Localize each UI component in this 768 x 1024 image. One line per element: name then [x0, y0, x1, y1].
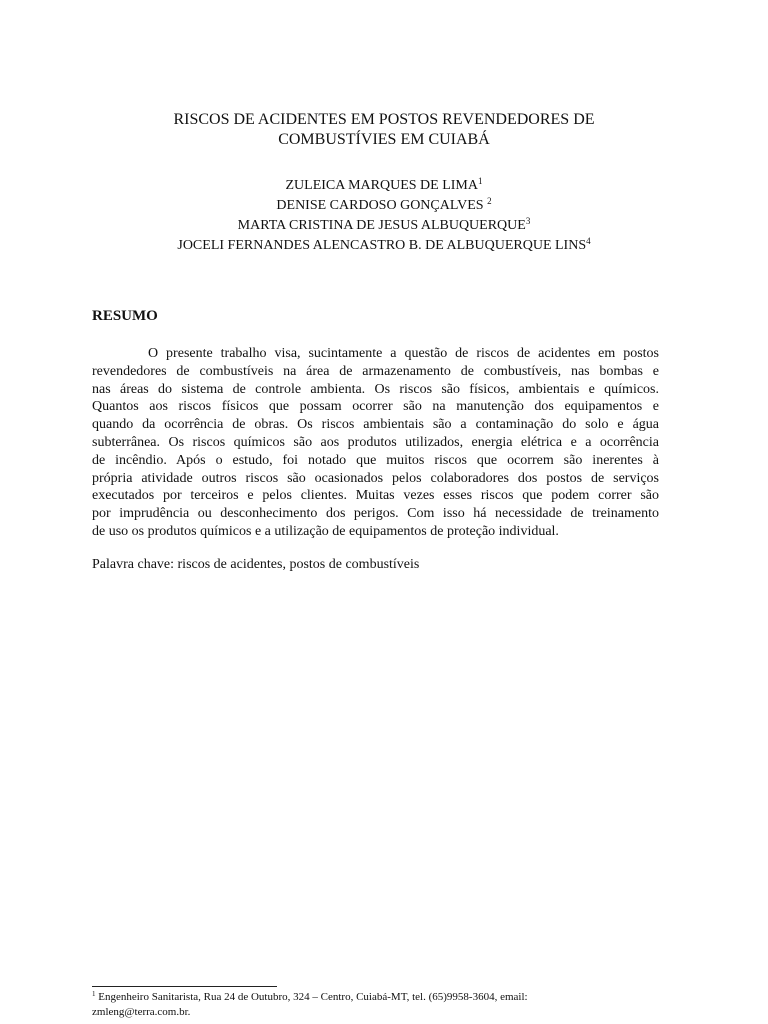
abstract-line: de incêndio. Após o estudo, foi notado que muitos riscos que ocorrem são inerentes à — [92, 452, 659, 468]
author-list — [0, 176, 768, 256]
abstract-line: O presente trabalho visa, sucintamente a questão de riscos de acidentes em postos — [148, 346, 659, 361]
abstract-line: revendedores de combustíveis na área de armazenamento de combustíveis, nas bombas e — [92, 363, 659, 379]
paper-title-line-1: RISCOS DE ACIDENTES EM POSTOS REVENDEDORES DE — [173, 111, 595, 128]
abstract-body — [92, 345, 659, 541]
abstract-line: nas áreas do sistema de controle ambienta. Os riscos são físicos, ambientais e químicos. — [92, 381, 659, 397]
author: MARTA CRISTINA DE JESUS ALBUQUERQUE$^3$ — [237, 216, 531, 233]
footnote-divider — [92, 986, 277, 987]
abstract-line: quando da ocorrência de obras. Os riscos ambientais são a contaminação do solo e água — [92, 417, 659, 433]
abstract-line: própria atividade outros riscos são ocasionados pelos colaboradores dos postos de serviços — [92, 470, 659, 486]
footnote-line-1: $^1$ Engenheiro Sanitarista, Rua 24 de Outubro, 324 – Centro, Cuiabá-MT, tel. (65)9958-3604, email: — [92, 990, 528, 1003]
keywords: Palavra chave: riscos de acidentes, postos de combustíveis — [92, 557, 420, 572]
abstract-line: por imprudência ou desconhecimento dos perigos. Com isso há necessidade de treinamento — [92, 506, 659, 522]
abstract-line: de uso os produtos químicos e a utilização de equipamentos de proteção individual. — [92, 523, 559, 539]
abstract-heading: RESUMO — [92, 308, 158, 324]
author: ZULEICA MARQUES DE LIMA$^1$ — [285, 176, 483, 193]
paper-title — [0, 110, 768, 150]
paper-title-line-2: COMBUSTÍVIES EM CUIABÁ — [278, 131, 490, 148]
abstract-line: executados por terceiros e pelos clientes. Muitas vezes esses riscos que podem correr são — [92, 488, 659, 504]
footnote — [92, 990, 692, 1020]
footnote-line-2: zmleng@terra.com.br. — [92, 1006, 191, 1018]
abstract-line: Quantos aos riscos físicos que possam ocorrer são na manutenção dos equipamentos e — [92, 399, 659, 415]
abstract-line: subterrânea. Os riscos químicos são aos produtos utilizados, energia elétrica e a ocorrência — [92, 434, 659, 450]
author: DENISE CARDOSO GONÇALVES $^2$ — [276, 196, 492, 213]
author: JOCELI FERNANDES ALENCASTRO B. DE ALBUQUERQUE LINS$^4$ — [177, 236, 591, 253]
